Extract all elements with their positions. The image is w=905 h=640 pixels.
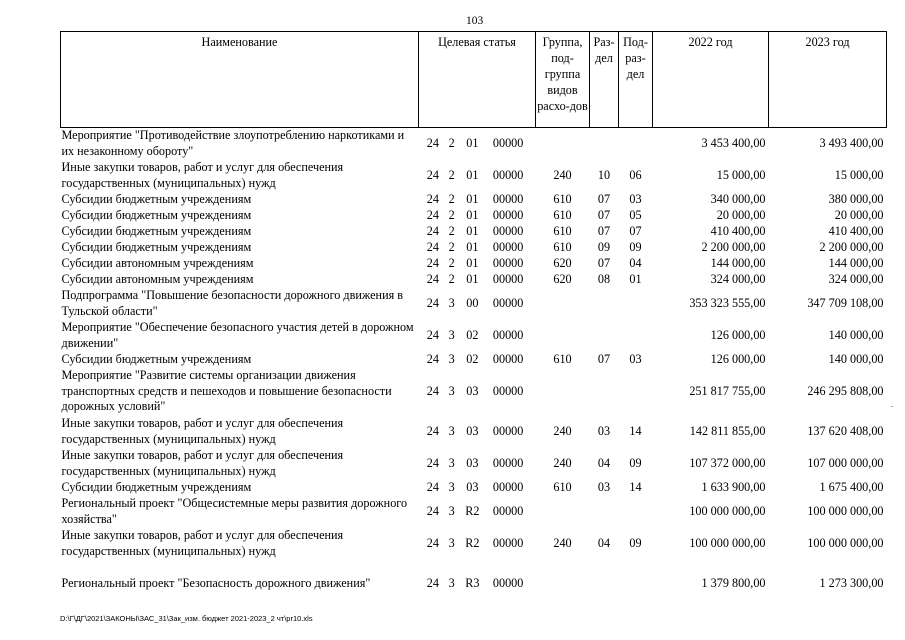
table-row (61, 192, 887, 208)
target-article-part: 24 (426, 255, 439, 270)
target-article-part: 2 (448, 255, 455, 270)
row-expense-group: 240 (553, 535, 572, 550)
row-name: Иные закупки товаров, работ и услуг для обеспечения государственных (муниципальных) нужд (61, 527, 344, 558)
table-row (61, 352, 887, 368)
target-article-part: 3 (448, 535, 455, 550)
target-article-part: 24 (426, 295, 439, 310)
table-row (61, 448, 887, 480)
row-section: 03 (597, 423, 611, 438)
row-amount-2022: 3 453 400,00 (701, 135, 766, 150)
row-subsection (619, 496, 653, 528)
row-section (590, 496, 619, 528)
target-article-part: 3 (448, 383, 455, 398)
row-expense-group: 610 (553, 351, 572, 366)
row-expense-group (536, 320, 590, 352)
row-subsection (619, 320, 653, 352)
row-amount-2022: 107 372 000,00 (689, 455, 766, 470)
row-expense-group: 610 (553, 223, 572, 238)
target-article-part: 00000 (492, 479, 524, 494)
row-amount-2022: 142 811 855,00 (689, 423, 766, 438)
row-section: 04 (597, 455, 611, 470)
row-subsection (619, 128, 653, 160)
row-expense-group: 610 (553, 479, 572, 494)
target-article-part: 00000 (492, 207, 524, 222)
target-article-part: 00 (466, 295, 479, 310)
target-article-part: 03 (466, 479, 479, 494)
row-expense-group (536, 288, 590, 320)
row-amount-2022: 324 000,00 (710, 271, 766, 286)
row-section (590, 128, 619, 160)
row-target-article (419, 128, 536, 160)
table-row (61, 320, 887, 352)
row-name: Субсидии бюджетным учреждениям (61, 479, 252, 494)
row-expense-group: 240 (553, 423, 572, 438)
target-article-part: 24 (426, 223, 439, 238)
target-article-part: 2 (448, 135, 455, 150)
row-name: Региональный проект "Безопасность дорожного движения" (61, 575, 371, 590)
row-subsection: 14 (629, 479, 642, 494)
row-expense-group (536, 496, 590, 528)
target-article-part: 2 (448, 239, 455, 254)
row-target-article (419, 448, 536, 480)
target-article-part: 24 (426, 383, 439, 398)
target-article-part: 00000 (492, 423, 524, 438)
row-section (590, 320, 619, 352)
row-section: 08 (597, 271, 611, 286)
row-amount-2022: 100 000 000,00 (689, 503, 766, 518)
row-subsection: 04 (629, 255, 642, 270)
row-amount-2022: 2 200 000,00 (701, 239, 766, 254)
row-subsection: 03 (629, 351, 642, 366)
target-article-part: 24 (426, 479, 439, 494)
row-section (590, 560, 619, 608)
target-article-part: 3 (448, 503, 455, 518)
row-expense-group: 620 (553, 255, 572, 270)
budget-table-sheet (60, 31, 886, 608)
target-article-part: 00000 (492, 135, 524, 150)
row-target-article (419, 352, 536, 368)
row-amount-2023: 137 620 408,00 (807, 423, 884, 438)
row-amount-2023: 2 200 000,00 (819, 239, 884, 254)
target-article-part: 24 (426, 351, 439, 366)
row-amount-2023: 246 295 808,00 (807, 383, 884, 398)
table-row (61, 368, 887, 416)
target-article-part: 24 (426, 207, 439, 222)
row-subsection: 01 (629, 271, 642, 286)
row-expense-group: 240 (553, 455, 572, 470)
row-amount-2023: 100 000 000,00 (807, 503, 884, 518)
target-article-part: R2 (465, 535, 480, 550)
target-article-part: 01 (466, 239, 479, 254)
target-article-part: 00000 (492, 455, 524, 470)
table-row (61, 208, 887, 224)
table-row (61, 480, 887, 496)
header-subsection: Под-раз-дел (619, 32, 653, 128)
target-article-part: 00000 (492, 223, 524, 238)
row-amount-2023: 100 000 000,00 (807, 535, 884, 550)
row-amount-2023: 144 000,00 (828, 255, 884, 270)
header-year-2023: 2023 год (769, 32, 887, 128)
row-section (590, 288, 619, 320)
target-article-part: 3 (448, 351, 455, 366)
table-header-row (61, 32, 887, 128)
row-name: Иные закупки товаров, работ и услуг для обеспечения государственных (муниципальных) нужд (61, 447, 344, 478)
row-amount-2022: 20 000,00 (716, 207, 766, 222)
row-expense-group: 620 (553, 271, 572, 286)
target-article-part: 24 (426, 239, 439, 254)
row-amount-2023: 347 709 108,00 (807, 295, 884, 310)
table-row (61, 496, 887, 528)
table-row (61, 240, 887, 256)
row-target-article (419, 528, 536, 560)
row-amount-2022: 1 633 900,00 (701, 479, 766, 494)
row-section: 09 (597, 239, 611, 254)
target-article-part: 2 (448, 207, 455, 222)
table-row (61, 256, 887, 272)
target-article-part: 24 (426, 271, 439, 286)
row-amount-2022: 353 323 555,00 (689, 295, 766, 310)
row-target-article (419, 160, 536, 192)
target-article-part: 01 (466, 271, 479, 286)
row-amount-2023: 15 000,00 (834, 167, 884, 182)
row-amount-2023: 1 273 300,00 (819, 575, 884, 590)
target-article-part: 3 (448, 455, 455, 470)
table-row (61, 160, 887, 192)
target-article-part: R2 (465, 503, 480, 518)
target-article-part: 3 (448, 423, 455, 438)
target-article-part: 00000 (492, 191, 524, 206)
row-name: Субсидии бюджетным учреждениям (61, 223, 252, 238)
row-amount-2022: 100 000 000,00 (689, 535, 766, 550)
row-target-article (419, 208, 536, 224)
row-subsection (619, 368, 653, 416)
target-article-part: 01 (466, 255, 479, 270)
row-section: 10 (597, 167, 611, 182)
target-article-part: 3 (448, 327, 455, 342)
row-name: Субсидии автономным учреждениям (61, 271, 254, 286)
target-article-part: 00000 (492, 239, 524, 254)
header-expense-group: Группа, под-группа видов расхо-дов (536, 32, 590, 128)
row-subsection (619, 560, 653, 608)
row-name: Мероприятие "Развитие системы организации движения транспортных средств и пешеходов и повышение безопасности дорожных условий" (61, 367, 392, 414)
target-article-part: 24 (426, 455, 439, 470)
target-article-part: 2 (448, 191, 455, 206)
target-article-part: 00000 (492, 383, 524, 398)
row-expense-group (536, 128, 590, 160)
margin-mark: . (891, 400, 893, 409)
budget-table (60, 31, 887, 608)
target-article-part: 01 (466, 135, 479, 150)
row-amount-2022: 126 000,00 (710, 327, 766, 342)
target-article-part: 2 (448, 271, 455, 286)
row-section: 07 (597, 255, 611, 270)
row-name: Субсидии бюджетным учреждениям (61, 191, 252, 206)
row-amount-2022: 340 000,00 (710, 191, 766, 206)
target-article-part: 24 (426, 135, 439, 150)
row-section (590, 368, 619, 416)
table-row (61, 272, 887, 288)
target-article-part: 3 (448, 575, 455, 590)
target-article-part: 24 (426, 327, 439, 342)
row-name: Субсидии бюджетным учреждениям (61, 239, 252, 254)
row-name: Мероприятие "Противодействие злоупотреблению наркотиками и их незаконному обороту" (61, 128, 405, 158)
row-target-article (419, 224, 536, 240)
target-article-part: 02 (466, 351, 479, 366)
row-section: 07 (597, 207, 611, 222)
table-row (61, 560, 887, 608)
target-article-part: 24 (426, 503, 439, 518)
row-target-article (419, 416, 536, 448)
header-year-2022: 2022 год (653, 32, 769, 128)
row-amount-2023: 3 493 400,00 (819, 135, 884, 150)
target-article-part: 24 (426, 575, 439, 590)
target-article-part: 03 (466, 383, 479, 398)
target-article-part: 00000 (492, 327, 524, 342)
row-subsection: 07 (629, 223, 642, 238)
footer-file-path: D:\Г\ДГ\2021\ЗАКОНЫ\ЗАС_31\Зак_изм. бюджет 2021-2023_2 чт\pr10.xls (60, 614, 313, 623)
target-article-part: 01 (466, 191, 479, 206)
table-row (61, 528, 887, 560)
row-amount-2023: 20 000,00 (834, 207, 884, 222)
target-article-part: 00000 (492, 351, 524, 366)
row-subsection: 09 (629, 535, 642, 550)
row-target-article (419, 368, 536, 416)
row-target-article (419, 288, 536, 320)
row-target-article (419, 480, 536, 496)
row-name: Иные закупки товаров, работ и услуг для обеспечения государственных (муниципальных) нужд (61, 159, 344, 190)
row-expense-group (536, 560, 590, 608)
row-amount-2022: 126 000,00 (710, 351, 766, 366)
row-amount-2023: 140 000,00 (828, 351, 884, 366)
row-subsection: 09 (629, 239, 642, 254)
row-amount-2023: 107 000 000,00 (807, 455, 884, 470)
target-article-part: 01 (466, 207, 479, 222)
target-article-part: 00000 (492, 295, 524, 310)
row-expense-group: 610 (553, 191, 572, 206)
row-expense-group: 610 (553, 239, 572, 254)
header-section: Раз-дел (590, 32, 619, 128)
row-target-article (419, 496, 536, 528)
target-article-part: 00000 (492, 255, 524, 270)
row-amount-2022: 144 000,00 (710, 255, 766, 270)
page-number: 103 (466, 15, 484, 27)
target-article-part: 24 (426, 535, 439, 550)
target-article-part: 00000 (492, 575, 524, 590)
table-row (61, 288, 887, 320)
table-row (61, 416, 887, 448)
row-section: 07 (597, 351, 611, 366)
row-name: Подпрограмма "Повышение безопасности дорожного движения в Тульской области" (61, 287, 404, 318)
target-article-part: 03 (466, 455, 479, 470)
row-subsection: 03 (629, 191, 642, 206)
row-amount-2023: 324 000,00 (828, 271, 884, 286)
row-name: Иные закупки товаров, работ и услуг для обеспечения государственных (муниципальных) нужд (61, 415, 344, 446)
target-article-part: 3 (448, 479, 455, 494)
row-target-article (419, 320, 536, 352)
target-article-part: 2 (448, 167, 455, 182)
target-article-part: 01 (466, 223, 479, 238)
header-target-article: Целевая статья (419, 32, 536, 128)
row-amount-2023: 1 675 400,00 (819, 479, 884, 494)
row-target-article (419, 560, 536, 608)
row-expense-group: 240 (553, 167, 572, 182)
row-subsection: 09 (629, 455, 642, 470)
row-name: Мероприятие "Обеспечение безопасного участия детей в дорожном движении" (61, 319, 414, 350)
target-article-part: 01 (466, 167, 479, 182)
row-expense-group (536, 368, 590, 416)
target-article-part: 00000 (492, 535, 524, 550)
row-amount-2022: 410 400,00 (710, 223, 766, 238)
row-target-article (419, 192, 536, 208)
target-article-part: 24 (426, 191, 439, 206)
row-amount-2023: 380 000,00 (828, 191, 884, 206)
row-subsection (619, 288, 653, 320)
row-section: 03 (597, 479, 611, 494)
row-expense-group: 610 (553, 207, 572, 222)
row-name: Субсидии автономным учреждениям (61, 255, 254, 270)
target-article-part: 02 (466, 327, 479, 342)
row-amount-2022: 251 817 755,00 (689, 383, 766, 398)
row-target-article (419, 256, 536, 272)
row-amount-2022: 1 379 800,00 (701, 575, 766, 590)
row-section: 07 (597, 223, 611, 238)
row-subsection: 06 (629, 167, 642, 182)
row-section: 04 (597, 535, 611, 550)
row-target-article (419, 240, 536, 256)
row-amount-2022: 15 000,00 (716, 167, 766, 182)
target-article-part: 00000 (492, 503, 524, 518)
target-article-part: 03 (466, 423, 479, 438)
row-amount-2023: 140 000,00 (828, 327, 884, 342)
target-article-part: 2 (448, 223, 455, 238)
table-row (61, 224, 887, 240)
target-article-part: 24 (426, 167, 439, 182)
target-article-part: 3 (448, 295, 455, 310)
row-target-article (419, 272, 536, 288)
row-amount-2023: 410 400,00 (828, 223, 884, 238)
row-section: 07 (597, 191, 611, 206)
row-subsection: 14 (629, 423, 642, 438)
target-article-part: R3 (465, 575, 480, 590)
table-row (61, 128, 887, 160)
header-name: Наименование (61, 32, 419, 128)
target-article-part: 24 (426, 423, 439, 438)
row-name: Субсидии бюджетным учреждениям (61, 207, 252, 222)
target-article-part: 00000 (492, 167, 524, 182)
row-name: Субсидии бюджетным учреждениям (61, 351, 252, 366)
target-article-part: 00000 (492, 271, 524, 286)
row-name: Региональный проект "Общесистемные меры развития дорожного хозяйства" (61, 495, 408, 526)
row-subsection: 05 (629, 207, 642, 222)
